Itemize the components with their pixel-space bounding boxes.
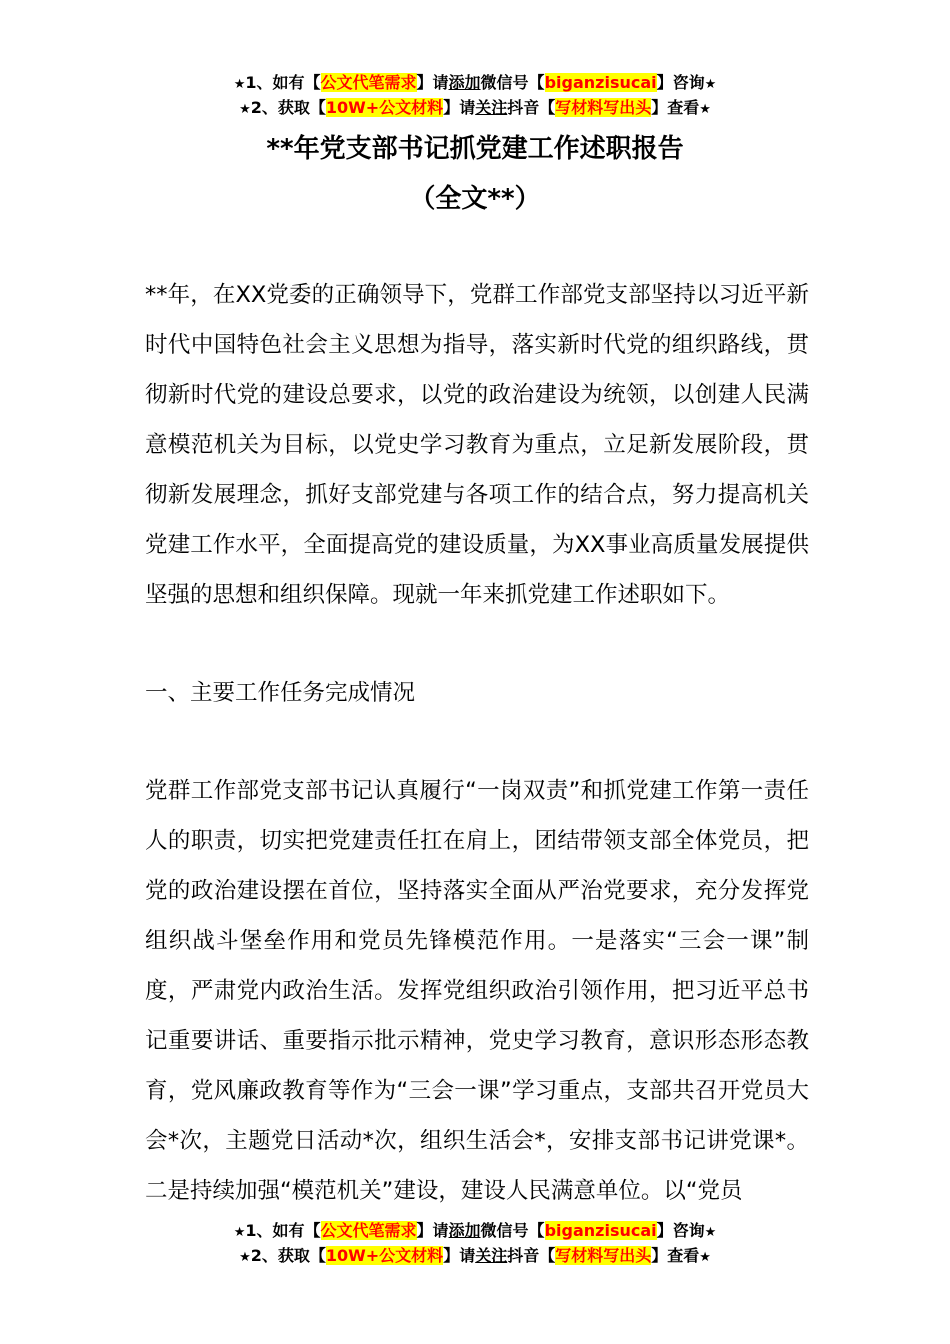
banner-underline: 关注 (475, 1246, 508, 1265)
section-heading-text: 一、主要工作任务完成情况 (145, 680, 416, 706)
banner-text: 微信号【 (480, 73, 545, 92)
star-icon: ★ (699, 102, 711, 117)
banner-line-2 (0, 1243, 950, 1268)
banner-underline: 关注 (475, 98, 508, 117)
banner-text: 】查看 (651, 98, 700, 117)
document-subtitle: （全文**） (409, 184, 541, 214)
banner-line-1 (0, 70, 950, 95)
banner-highlight: 写材料写出头 (555, 98, 652, 117)
banner-text: 抖音【 (507, 1246, 556, 1265)
banner-text: 】查看 (651, 1246, 700, 1265)
banner-text: 1、如有【 (245, 73, 321, 92)
banner-highlight: biganzisucai (544, 1221, 657, 1240)
banner-highlight: 公文代笔需求 (320, 73, 417, 92)
star-icon: ★ (233, 1225, 246, 1240)
banner-line-2 (0, 95, 950, 120)
banner-text: 2、获取【 (250, 98, 326, 117)
star-icon: ★ (233, 77, 246, 92)
paragraph-text: 党群工作部党支部书记认真履行“一岗双责”和抓党建工作第一责任人的职责，切实把党建责任扛在肩上，团结带领支部全体党员，把党的政治建设摆在首位，坚持落实全面从严治党要求，充分发挥党组织战斗堡垒作用和党员先锋模范作用。一是落实“三会一课”制度，严肃党内政治生活。发挥党组织政治引领作用，把习近平总书记重要讲话、重要指示批示精神，党史学习教育，意识形态形态教育，党风廉政教育等作为“三会一课”学习重点，支部共召开党员大会*次，主题党日活动*次，组织生活会*，安排支部书记讲党课*。二是持续加强“模范机关”建设，建设人民满意单位。以“党员 (145, 778, 809, 1204)
banner-highlight: 10W+公文材料 (325, 1246, 444, 1265)
star-icon: ★ (704, 1225, 717, 1240)
banner-highlight: 10W+公文材料 (325, 98, 444, 117)
banner-line-1 (0, 1218, 950, 1243)
document-title: **年党支部书记抓党建工作述职报告 (266, 134, 684, 164)
bottom-banner (0, 1218, 950, 1268)
banner-text: 2、获取【 (250, 1246, 326, 1265)
paragraph-text: **年，在XX党委的正确领导下，党群工作部党支部坚持以习近平新时代中国特色社会主义思想为指导，落实新时代党的组织路线，贯彻新时代党的建设总要求，以党的政治建设为统领，以创建人民满意模范机关为目标，以党史学习教育为重点，立足新发展阶段，贯彻新发展理念，抓好支部党建与各项工作的结合点，努力提高机关党建工作水平，全面提高党的建设质量，为XX事业高质量发展提供坚强的思想和组织保障。现就一年来抓党建工作述职如下。 (145, 282, 809, 608)
banner-text: 抖音【 (507, 98, 556, 117)
banner-text: 1、如有【 (245, 1221, 321, 1240)
star-icon: ★ (699, 1250, 711, 1265)
section-heading (145, 668, 809, 718)
banner-highlight: 写材料写出头 (555, 1246, 652, 1265)
banner-text: 】咨询 (656, 73, 705, 92)
top-banner (0, 70, 950, 120)
banner-underline: 添加 (448, 1221, 481, 1240)
banner-text: 】请 (443, 98, 476, 117)
banner-text: 】咨询 (656, 1221, 705, 1240)
banner-underline: 添加 (448, 73, 481, 92)
banner-text: 】请 (416, 73, 449, 92)
body-paragraph-1 (145, 270, 809, 620)
banner-highlight: biganzisucai (544, 73, 657, 92)
star-icon: ★ (704, 77, 717, 92)
banner-highlight: 公文代笔需求 (320, 1221, 417, 1240)
body-paragraph-2 (145, 766, 809, 1216)
star-icon: ★ (239, 102, 251, 117)
star-icon: ★ (239, 1250, 251, 1265)
banner-text: 】请 (443, 1246, 476, 1265)
banner-text: 微信号【 (480, 1221, 545, 1240)
banner-text: 】请 (416, 1221, 449, 1240)
